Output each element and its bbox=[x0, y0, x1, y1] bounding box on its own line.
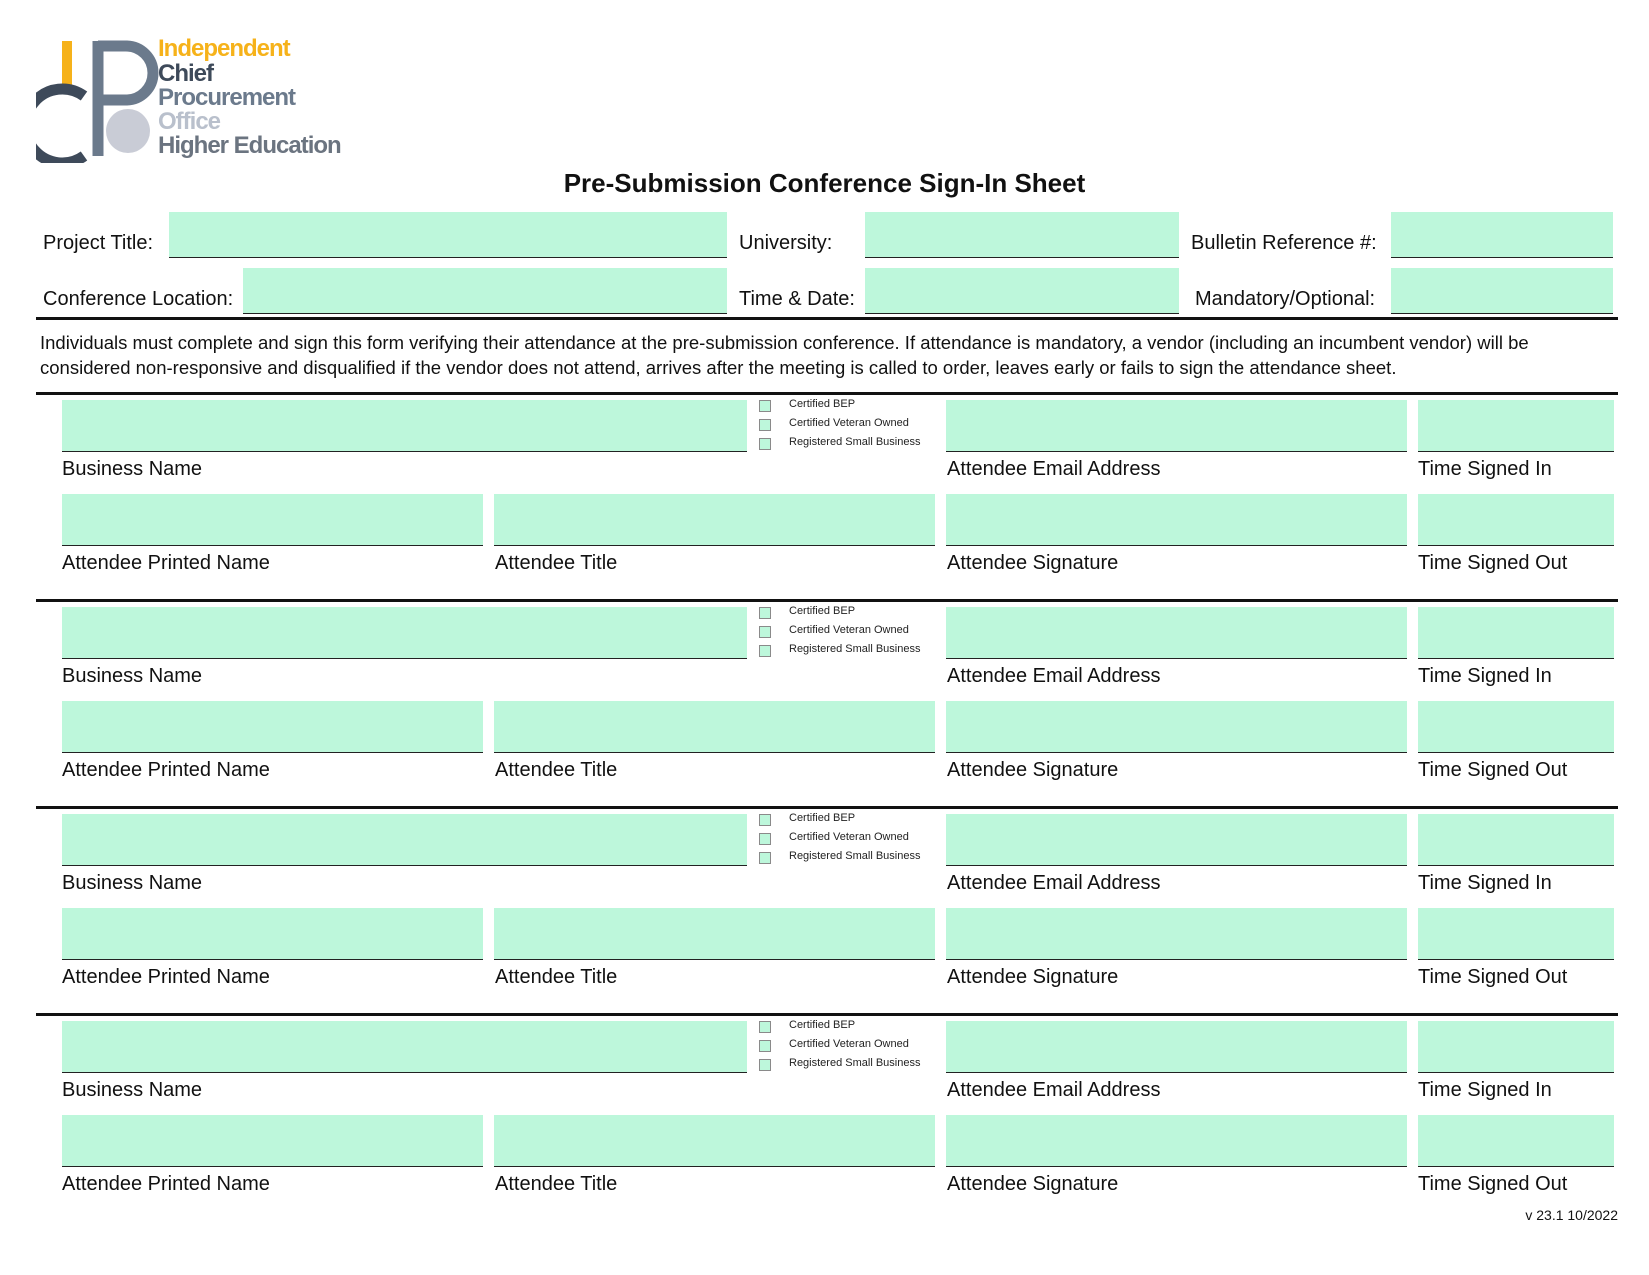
attendee-email-label: Attendee Email Address bbox=[947, 1079, 1161, 1101]
entry-divider bbox=[36, 599, 1618, 602]
certification-checkbox[interactable] bbox=[759, 1021, 771, 1033]
attendee-signature-field[interactable] bbox=[946, 701, 1407, 753]
certification-label: Certified BEP bbox=[789, 398, 856, 410]
attendee-email-field[interactable] bbox=[946, 1021, 1407, 1073]
logo-line-2: Chief bbox=[158, 60, 213, 87]
project-title-field[interactable] bbox=[169, 212, 727, 258]
time-signed-in-field[interactable] bbox=[1418, 814, 1614, 866]
certification-label: Certified BEP bbox=[789, 1019, 856, 1031]
time-signed-out-field[interactable] bbox=[1418, 908, 1614, 960]
certification-checkbox[interactable] bbox=[759, 1059, 771, 1071]
time-signed-in-label: Time Signed In bbox=[1418, 458, 1552, 480]
time-signed-out-label: Time Signed Out bbox=[1418, 966, 1568, 988]
certification-checkbox[interactable] bbox=[759, 1040, 771, 1052]
time-signed-out-field[interactable] bbox=[1418, 494, 1614, 546]
entry-divider bbox=[36, 392, 1618, 395]
mandatory-optional-field[interactable] bbox=[1391, 268, 1613, 314]
certification-label: Certified Veteran Owned bbox=[789, 831, 909, 843]
certification-label: Registered Small Business bbox=[789, 436, 921, 448]
time-signed-in-label: Time Signed In bbox=[1418, 1079, 1552, 1101]
certification-checkbox[interactable] bbox=[759, 852, 771, 864]
logo-line-4: Office bbox=[158, 108, 221, 135]
certification-label: Registered Small Business bbox=[789, 850, 921, 862]
time-signed-in-field[interactable] bbox=[1418, 400, 1614, 452]
page-title: Pre-Submission Conference Sign-In Sheet bbox=[563, 168, 1086, 198]
time-signed-in-field[interactable] bbox=[1418, 1021, 1614, 1073]
time-signed-in-label: Time Signed In bbox=[1418, 665, 1552, 687]
business-name-label: Business Name bbox=[62, 1079, 203, 1101]
logo-line-5: Higher Education bbox=[158, 132, 341, 159]
business-name-label: Business Name bbox=[62, 458, 203, 480]
attendee-title-label: Attendee Title bbox=[495, 966, 618, 988]
business-name-field[interactable] bbox=[62, 814, 747, 866]
header-divider bbox=[36, 317, 1618, 320]
instructions-text: Individuals must complete and sign this form verifying their attendance at the pre-submission conference. If attendance is mandatory, a vendor (including an incumbent vendor) will be considered non-responsive and disqualified if the vendor does not attend, arrives after the meeting is called to order, leaves early or fails to sign the attendance sheet. bbox=[40, 332, 1529, 378]
certification-checkbox[interactable] bbox=[759, 438, 771, 450]
attendee-printed-name-label: Attendee Printed Name bbox=[62, 552, 270, 574]
attendee-email-field[interactable] bbox=[946, 814, 1407, 866]
version-text: v 23.1 10/2022 bbox=[1525, 1207, 1618, 1223]
certification-label: Certified BEP bbox=[789, 812, 856, 824]
conference-location-label: Conference Location: bbox=[43, 288, 234, 310]
attendee-printed-name-label: Attendee Printed Name bbox=[62, 966, 270, 988]
attendee-title-label: Attendee Title bbox=[495, 552, 618, 574]
certification-checkbox[interactable] bbox=[759, 814, 771, 826]
certification-checkbox[interactable] bbox=[759, 626, 771, 638]
university-field[interactable] bbox=[865, 212, 1179, 258]
certification-checkbox[interactable] bbox=[759, 419, 771, 431]
attendee-signature-field[interactable] bbox=[946, 908, 1407, 960]
entry-divider bbox=[36, 1013, 1618, 1016]
certification-checkbox[interactable] bbox=[759, 645, 771, 657]
certification-label: Certified Veteran Owned bbox=[789, 1038, 909, 1050]
mandatory-optional-label: Mandatory/Optional: bbox=[1195, 288, 1376, 310]
certification-label: Certified Veteran Owned bbox=[789, 624, 909, 636]
attendee-signature-label: Attendee Signature bbox=[947, 759, 1119, 781]
logo-line-3: Procurement bbox=[158, 84, 296, 111]
attendee-title-field[interactable] bbox=[494, 1115, 935, 1167]
attendee-title-field[interactable] bbox=[494, 908, 935, 960]
certification-label: Registered Small Business bbox=[789, 1057, 921, 1069]
attendee-email-label: Attendee Email Address bbox=[947, 872, 1161, 894]
logo bbox=[36, 35, 346, 163]
attendee-email-label: Attendee Email Address bbox=[947, 458, 1161, 480]
icpo-logo-mark-icon bbox=[36, 38, 166, 163]
attendee-title-field[interactable] bbox=[494, 701, 935, 753]
attendee-email-label: Attendee Email Address bbox=[947, 665, 1161, 687]
attendee-signature-field[interactable] bbox=[946, 494, 1407, 546]
certification-label: Certified Veteran Owned bbox=[789, 417, 909, 429]
attendee-printed-name-field[interactable] bbox=[62, 494, 483, 546]
business-name-field[interactable] bbox=[62, 607, 747, 659]
time-signed-in-field[interactable] bbox=[1418, 607, 1614, 659]
attendee-printed-name-label: Attendee Printed Name bbox=[62, 759, 270, 781]
attendee-email-field[interactable] bbox=[946, 400, 1407, 452]
business-name-field[interactable] bbox=[62, 1021, 747, 1073]
time-signed-out-field[interactable] bbox=[1418, 701, 1614, 753]
project-title-label: Project Title: bbox=[43, 232, 154, 254]
attendee-email-field[interactable] bbox=[946, 607, 1407, 659]
business-name-field[interactable] bbox=[62, 400, 747, 452]
certification-label: Certified BEP bbox=[789, 605, 856, 617]
attendee-printed-name-field[interactable] bbox=[62, 1115, 483, 1167]
time-signed-out-field[interactable] bbox=[1418, 1115, 1614, 1167]
entry-divider bbox=[36, 806, 1618, 809]
attendee-signature-label: Attendee Signature bbox=[947, 966, 1119, 988]
attendee-signature-field[interactable] bbox=[946, 1115, 1407, 1167]
business-name-label: Business Name bbox=[62, 872, 203, 894]
certification-checkbox[interactable] bbox=[759, 400, 771, 412]
attendee-title-label: Attendee Title bbox=[495, 759, 618, 781]
certification-checkbox[interactable] bbox=[759, 833, 771, 845]
attendee-signature-label: Attendee Signature bbox=[947, 1173, 1119, 1195]
time-signed-out-label: Time Signed Out bbox=[1418, 1173, 1568, 1195]
attendee-printed-name-field[interactable] bbox=[62, 908, 483, 960]
attendee-printed-name-label: Attendee Printed Name bbox=[62, 1173, 270, 1195]
business-name-label: Business Name bbox=[62, 665, 203, 687]
bulletin-reference-field[interactable] bbox=[1391, 212, 1613, 258]
bulletin-reference-label: Bulletin Reference #: bbox=[1191, 232, 1377, 254]
certification-label: Registered Small Business bbox=[789, 643, 921, 655]
attendee-printed-name-field[interactable] bbox=[62, 701, 483, 753]
time-signed-out-label: Time Signed Out bbox=[1418, 552, 1568, 574]
certification-checkbox[interactable] bbox=[759, 607, 771, 619]
university-label: University: bbox=[739, 232, 833, 254]
logo-line-1: Independent bbox=[158, 35, 290, 62]
conference-location-field[interactable] bbox=[243, 268, 727, 314]
time-date-field[interactable] bbox=[865, 268, 1179, 314]
time-signed-in-label: Time Signed In bbox=[1418, 872, 1552, 894]
attendee-title-label: Attendee Title bbox=[495, 1173, 618, 1195]
time-signed-out-label: Time Signed Out bbox=[1418, 759, 1568, 781]
attendee-signature-label: Attendee Signature bbox=[947, 552, 1119, 574]
attendee-title-field[interactable] bbox=[494, 494, 935, 546]
time-date-label: Time & Date: bbox=[739, 288, 855, 310]
